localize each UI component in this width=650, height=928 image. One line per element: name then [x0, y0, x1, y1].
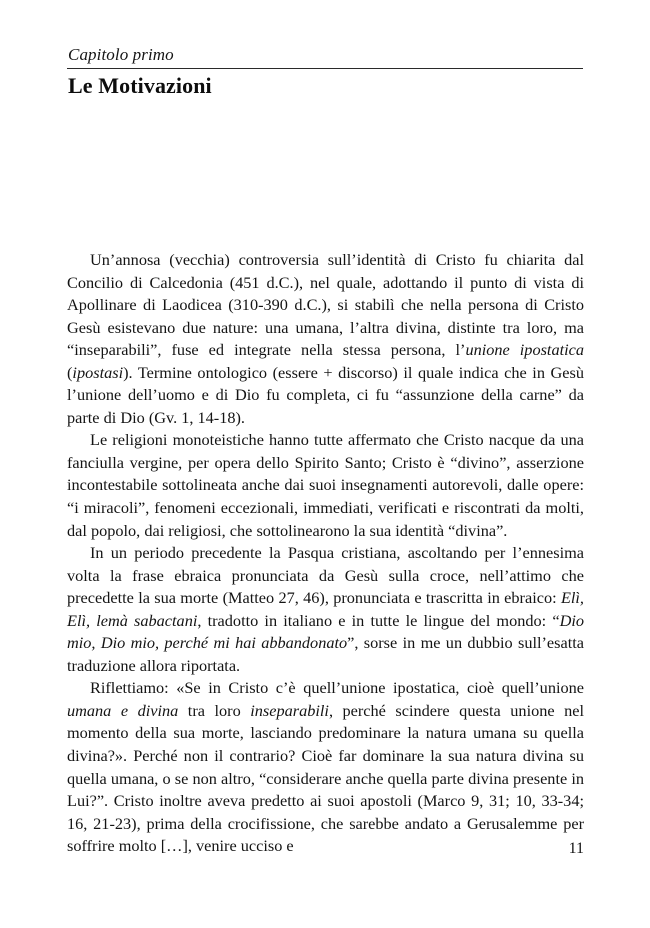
paragraph: Le religioni monoteistiche hanno tutte affermato che Cristo nacque da una fanciulla vergine, per opera dello Spirito Santo; Cristo è “divino”, asserzione incontestabile sottolineata anche dai suoi insegnamenti autorevoli, dalle opere: “i miracoli”, fenomeni eccezionali, immediati, verificati e riscontrati da molti, dal popolo, dai religiosi, che sottolinearono la sua identità “divina”.: [67, 430, 584, 540]
emphasis-text: umana e divina: [67, 700, 179, 720]
chapter-eyebrow: Capitolo primo: [68, 45, 174, 64]
paragraph: Riflettiamo: «Se in Cristo c’è quell’unione ipostatica, cioè quell’unione umana e divina tra loro inseparabili, perché scindere questa unione nel momento della sua morte, lasciando predominare la natura umana su quella divina?». Perché non il contrario? Cioè far dominare la sua natura divina su quella umana, o se non altro, “considerare anche quella parte divina presente in Lui?”. Cristo inoltre aveva predetto ai suoi apostoli (Marco 9, 31; 10, 33-34; 16, 21-23), prima della crocifissione, che sarebbe andato a Gerusalemme per soffrire molto […], venire ucciso e: [67, 678, 585, 856]
page-title: Le Motivazioni: [68, 73, 212, 98]
chapter-header: [67, 44, 583, 99]
emphasis-text: unione ipostatica: [465, 340, 585, 360]
paragraph: In un periodo precedente la Pasqua cristiana, ascoltando per l’ennesima volta la frase ebraica pronunciata da Gesù sulla croce, nell’attimo che precedette la sua morte (Matteo 27, 46), pronunciata e trascritta in ebraico: Elì, Elì, lemà sabactani, tradotto in italiano e in tutte le lingue del mondo: “Dio mio, Dio mio, perché mi hai abbandonato”, sorse in me un dubbio sull’esatta traduzione allora riportata.: [67, 543, 584, 675]
emphasis-text: Dio mio, Dio mio, perché mi hai abbandonato: [67, 610, 584, 653]
body-text: [67, 249, 584, 858]
emphasis-text: inseparabili: [250, 700, 329, 720]
emphasis-text: ipostasi: [72, 362, 124, 382]
paragraph: Un’annosa (vecchia) controversia sull’identità di Cristo fu chiarita dal Concilio di Calcedonia (451 d.C.), nel quale, adottando il punto di vista di Apollinare di Laodicea (310-390 d.C.), si stabilì che nella persona di Cristo Gesù esistevano due nature: una umana, l’altra divina, distinte tra loro, ma “inseparabili”, fuse ed integrate nella stessa persona, l’unione ipostatica (ipostasi). Termine ontologico (essere + discorso) il quale indica che in Gesù l’unione dell’uomo e di Dio fu completa, ci fu “assunzione della carne” da parte di Dio (Gv. 1, 14-18).: [67, 250, 585, 427]
page-number: 11: [568, 840, 584, 857]
emphasis-text: Elì, Elì, lemà sabactani: [67, 588, 584, 630]
header-divider: [67, 68, 583, 69]
